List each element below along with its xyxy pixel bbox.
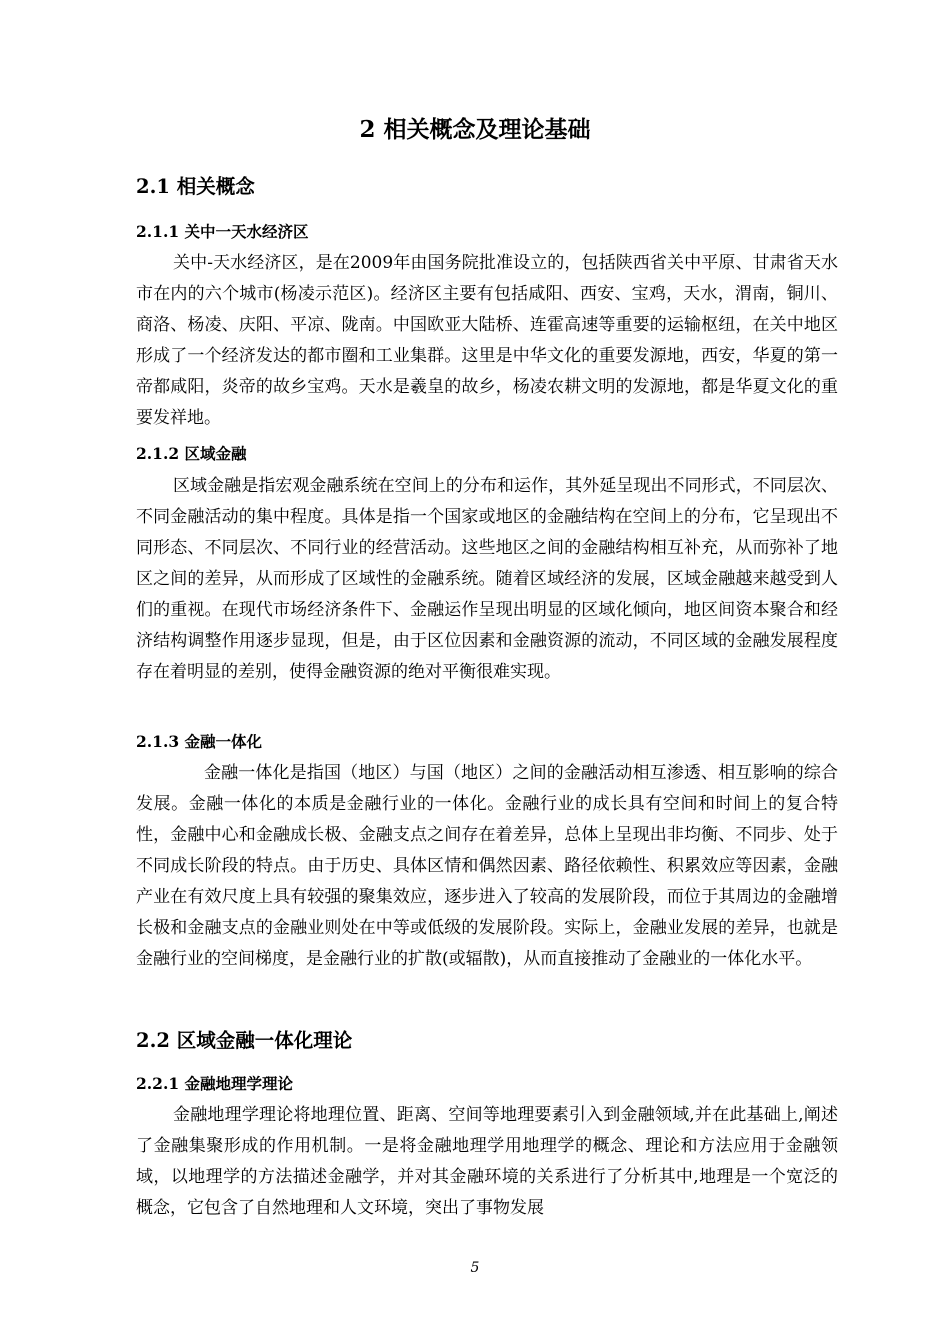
paragraph-2-2-1: 金融地理学理论将地理位置、距离、空间等地理要素引入到金融领域,并在此基础上,阐述了金融集聚形成的作用机制。一是将金融地理学用地理学的概念、理论和方法应用于金融领域，以地理学的方法描述金融学，并对其金融环境的关系进行了分析其中,地理是一个宽泛的概念，它包含了自然地理和人文环境，突出了事物发展: [136, 1105, 838, 1218]
subsection-heading-2-1-2: 2.1.2 区域金融: [136, 444, 247, 463]
section-heading-2-2: 2.2 区域金融一体化理论: [136, 1029, 353, 1052]
chapter-title: 2 相关概念及理论基础: [359, 116, 591, 143]
paragraph-2-1-3: 金融一体化是指国（地区）与国（地区）之间的金融活动相互渗透、相互影响的综合发展。金融一体化的本质是金融行业的一体化。金融行业的成长具有空间和时间上的复合特性，金融中心和金融成长极、金融支点之间存在着差异，总体上呈现出非均衡、不同步、处于不同成长阶段的特点。由于历史、具体区情和偶然因素、路径依赖性、积累效应等因素，金融产业在有效尺度上具有较强的聚集效应，逐步进入了较高的发展阶段，而位于其周边的金融增长极和金融支点的金融业则处在中等或低级的发展阶段。实际上，金融业发展的差异，也就是金融行业的空间梯度，是金融行业的扩散(或辐散)，从而直接推动了金融业的一体化水平。: [136, 763, 838, 969]
section-heading-2-1: 2.1 相关概念: [136, 175, 255, 198]
paragraph-2-1-2: 区域金融是指宏观金融系统在空间上的分布和运作，其外延呈现出不同形式，不同层次、不同金融活动的集中程度。具体是指一个国家或地区的金融结构在空间上的分布，它呈现出不同形态、不同层次、不同行业的经营活动。这些地区之间的金融结构相互补充，从而弥补了地区之间的差异，从而形成了区域性的金融系统。随着区域经济的发展，区域金融越来越受到人们的重视。在现代市场经济条件下、金融运作呈现出明显的区域化倾向，地区间资本聚合和经济结构调整作用逐步显现，但是，由于区位因素和金融资源的流动，不同区域的金融发展程度存在着明显的差别，使得金融资源的绝对平衡很难实现。: [136, 476, 838, 682]
page-number: 5: [470, 1260, 480, 1276]
subsection-heading-2-1-1: 2.1.1 关中一天水经济区: [136, 222, 309, 241]
subsection-heading-2-1-3: 2.1.3 金融一体化: [136, 732, 263, 751]
subsection-heading-2-2-1: 2.2.1 金融地理学理论: [136, 1074, 294, 1093]
paragraph-2-1-1: 关中-天水经济区，是在2009年由国务院批准设立的，包括陕西省关中平原、甘肃省天水市在内的六个城市(杨凌示范区)。经济区主要有包括咸阳、西安、宝鸡，天水，渭南，铜川、商洛、杨凌、庆阳、平凉、陇南。中国欧亚大陆桥、连霍高速等重要的运输枢纽，在关中地区形成了一个经济发达的都市圈和工业集群。这里是中华文化的重要发源地，西安，华夏的第一帝都咸阳，炎帝的故乡宝鸡。天水是羲皇的故乡，杨凌农耕文明的发源地，都是华夏文化的重要发祥地。: [136, 253, 838, 428]
